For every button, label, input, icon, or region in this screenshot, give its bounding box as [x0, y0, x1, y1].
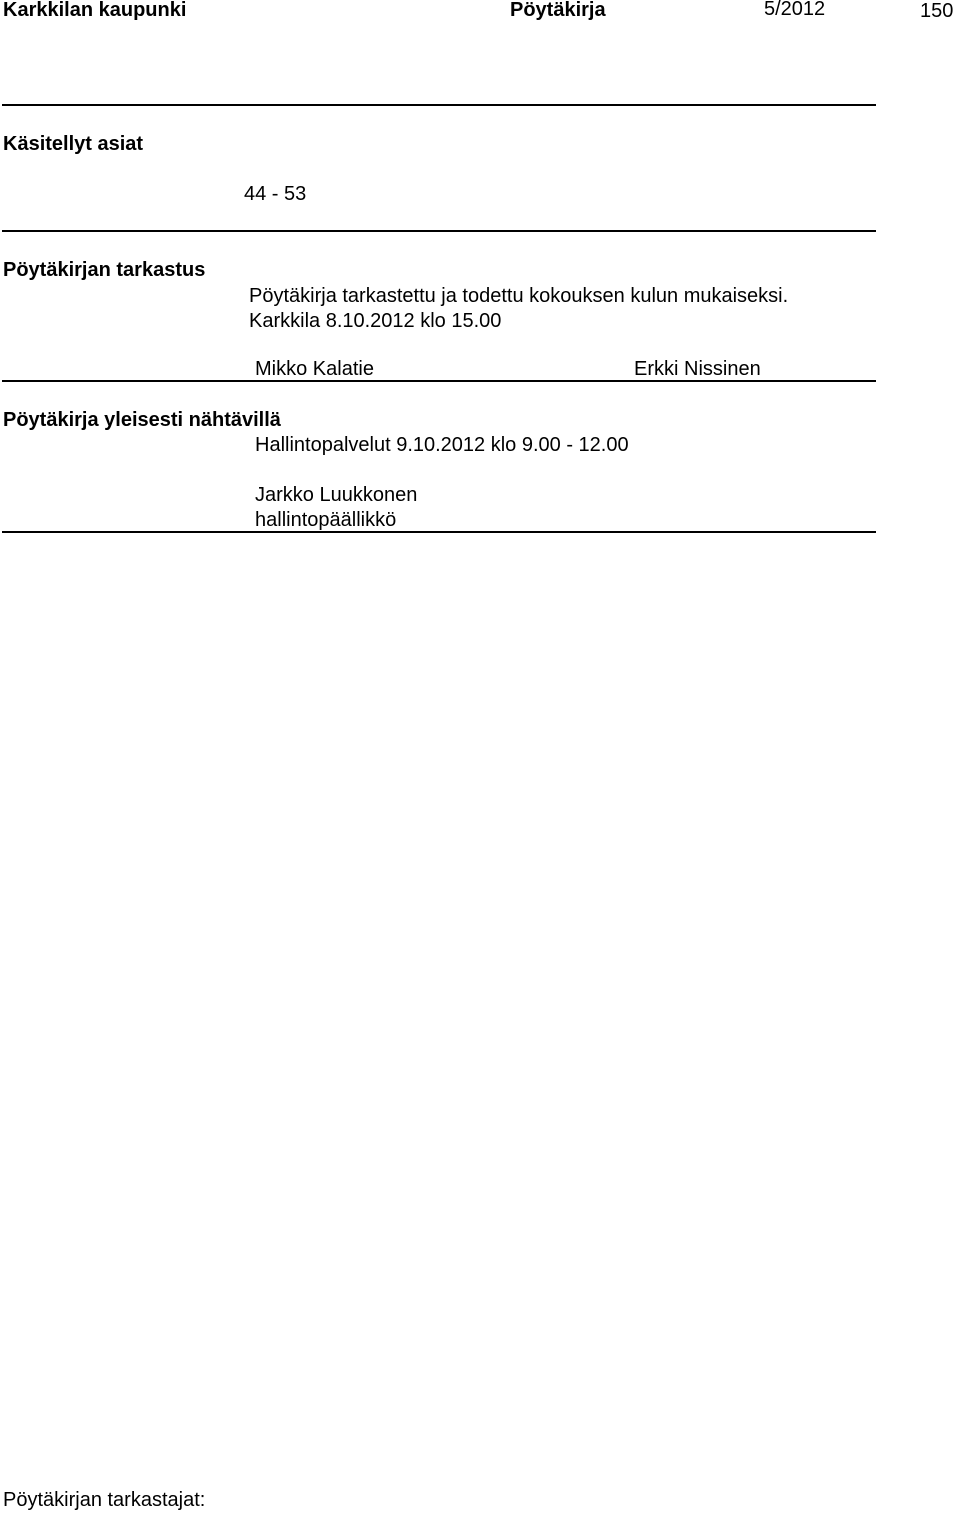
- signer-title: hallintopäällikkö: [255, 509, 397, 531]
- organization-name: Karkkilan kaupunki: [3, 0, 187, 21]
- document-type: Pöytäkirja: [510, 0, 606, 21]
- public-display-label: Pöytäkirja yleisesti nähtävillä: [3, 409, 281, 431]
- review-place-time: Karkkila 8.10.2012 klo 15.00: [249, 310, 502, 332]
- divider-handled: [2, 230, 876, 232]
- signer-name: Jarkko Luukkonen: [255, 484, 418, 506]
- reviewer-1-name: Mikko Kalatie: [255, 358, 374, 380]
- review-statement: Pöytäkirja tarkastettu ja todettu kokouksen kulun mukaiseksi.: [249, 285, 789, 307]
- public-display-location-time: Hallintopalvelut 9.10.2012 klo 9.00 - 12.00: [255, 434, 629, 456]
- reviewers-footer-label: Pöytäkirjan tarkastajat:: [3, 1489, 206, 1511]
- handled-items-range: 44 - 53: [244, 183, 307, 205]
- divider-bottom: [2, 531, 876, 533]
- divider-top: [2, 104, 876, 106]
- page-number: 150: [920, 0, 954, 22]
- divider-review: [2, 380, 876, 382]
- handled-items-label: Käsitellyt asiat: [3, 133, 144, 155]
- reviewer-2-name: Erkki Nissinen: [634, 358, 761, 380]
- meeting-number: 5/2012: [764, 0, 826, 20]
- minutes-review-label: Pöytäkirjan tarkastus: [3, 259, 206, 281]
